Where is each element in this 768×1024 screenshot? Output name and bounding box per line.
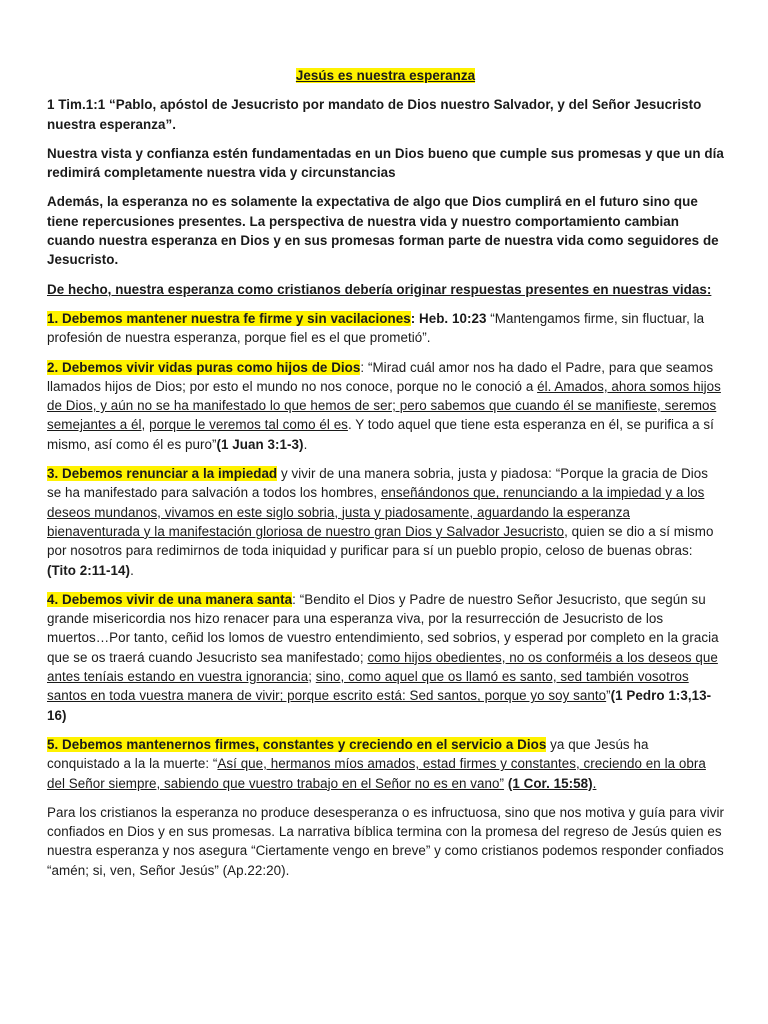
- point-2-heading: 2. Debemos vivir vidas puras como hijos de Dios: [47, 359, 361, 375]
- point-1-heading: 1. Debemos mantener nuestra fe firme y sin vacilaciones: [47, 310, 411, 326]
- title-text: Jesús es nuestra esperanza: [295, 68, 476, 83]
- point-1-text: “Mantengamos firme, sin fluctuar, la profesión de nuestra esperanza, porque fiel es el que prometió”.: [47, 310, 705, 346]
- paragraph-vision: Nuestra vista y confianza estén fundamentadas en un Dios bueno que cumple sus promesas y que un día redimirá completamente nuestra vida y circunstancias: [47, 145, 724, 181]
- closing-paragraph: Para los cristianos la esperanza no produce desesperanza o es infructuosa, sino que nos motiva y guía para vivir confiados en Dios y en sus promesas. La narrativa bíblica termina con la promesa del regreso de Jesús quien es nuestra esperanza y nos asegura “Ciertamente vengo en breve” y como cristianos podemos responder confiados “amén; si, ven, Señor Jesús” (Ap.22:20).: [47, 804, 724, 878]
- point-1: 1. Debemos mantener nuestra fe firme y sin vacilaciones: Heb. 10:23 “Mantengamos firme, sin fluctuar, la profesión de nuestra esperanza, porque fiel es el que prometió”.: [47, 310, 705, 346]
- intro-ref: 1 Tim.1:1: [47, 97, 106, 113]
- point-3-ref: (Tito 2:11-14): [47, 562, 131, 578]
- point-4-heading: 4. Debemos vivir de una manera santa: [47, 591, 293, 607]
- paragraph-hope-present: Además, la esperanza no es solamente la expectativa de algo que Dios cumplirá en el futuro sino que tiene repercusiones presentes. La perspectiva de nuestra vida y nuestro comportamiento cambian cuando nuestra esperanza en Dios y en sus promesas forman parte de nuestra vida como seguidores de Jesucristo.: [47, 194, 719, 268]
- point-2: 2. Debemos vivir vidas puras como hijos de Dios: “Mirad cuál amor nos ha dado el Padre, para que seamos llamados hijos de Dios; por esto el mundo no nos conoce, porque no le conoció a él. Amados, ahora somos hijos de Dios, y aún no se ha manifestado lo que hemos de ser; pero sabemos que cuando él se manifieste, seremos semejantes a él, porque le veremos tal como él es. Y todo aquel que tiene esta esperanza en él, se purifica a sí mismo, así como él es puro”(1 Juan 3:1-3).: [47, 359, 721, 452]
- point-1-ref: Heb. 10:23: [415, 310, 487, 326]
- point-5: 5. Debemos mantenernos firmes, constantes y creciendo en el servicio a Dios ya que Jesús ha conquistado a la la muerte: “Así que, hermanos míos amados, estad firmes y constantes, creciendo en la obra del Señor siempre, sabiendo que vuestro trabajo en el Señor no es en vano” (1 Cor. 15:58).: [47, 736, 706, 791]
- intro-paragraph: [47, 95, 724, 134]
- point-3-heading: 3. Debemos renunciar a la impiedad: [47, 466, 278, 482]
- point-5-ref: (1 Cor. 15:58): [507, 775, 593, 791]
- document-title: [47, 66, 724, 85]
- intro-quote: “Pablo, apóstol de Jesucristo por mandato de Dios nuestro Salvador, y del Señor Jesucristo nuestra esperanza”.: [47, 97, 702, 132]
- point-4-ref: (1 Pedro 1:3,13-16): [47, 688, 712, 723]
- paragraph-responses-intro: De hecho, nuestra esperanza como cristianos debería originar respuestas presentes en nuestras vidas:: [47, 281, 712, 297]
- point-3: 3. Debemos renunciar a la impiedad y vivir de una manera sobria, justa y piadosa: “Porque la gracia de Dios se ha manifestado para salvación a todos los hombres, enseñándonos que, renunciando a la impiedad y a los deseos mundanos, vivamos en este siglo sobria, justa y piadosamente, aguardando la esperanza bienaventurada y la manifestación gloriosa de nuestro gran Dios y Salvador Jesucristo, quien se dio a sí mismo por nosotros para redimirnos de toda iniquidad y purificar para sí un pueblo propio, celoso de buenas obras: (Tito 2:11-14).: [47, 466, 714, 578]
- point-2-ref: (1 Juan 3:1-3): [216, 436, 304, 452]
- point-4: 4. Debemos vivir de una manera santa: “Bendito el Dios y Padre de nuestro Señor Jesucristo, que según su grande misericordia nos hizo renacer para una esperanza viva, por la resurrección de Jesucristo de los muertos…Por tanto, ceñid los lomos de vuestro entendimiento, sed sobrios, y esperad por completo en la gracia que se os traerá cuando Jesucristo sea manifestado; como hijos obedientes, no os conforméis a los deseos que antes teníais estando en vuestra ignorancia; sino, como aquel que os llamó es santo, sed también vosotros santos en toda vuestra manera de vivir; porque escrito está: Sed santos, porque yo soy santo”(1 Pedro 1:3,13-16): [47, 591, 719, 723]
- point-5-heading: 5. Debemos mantenernos firmes, constantes y creciendo en el servicio a Dios: [47, 736, 547, 752]
